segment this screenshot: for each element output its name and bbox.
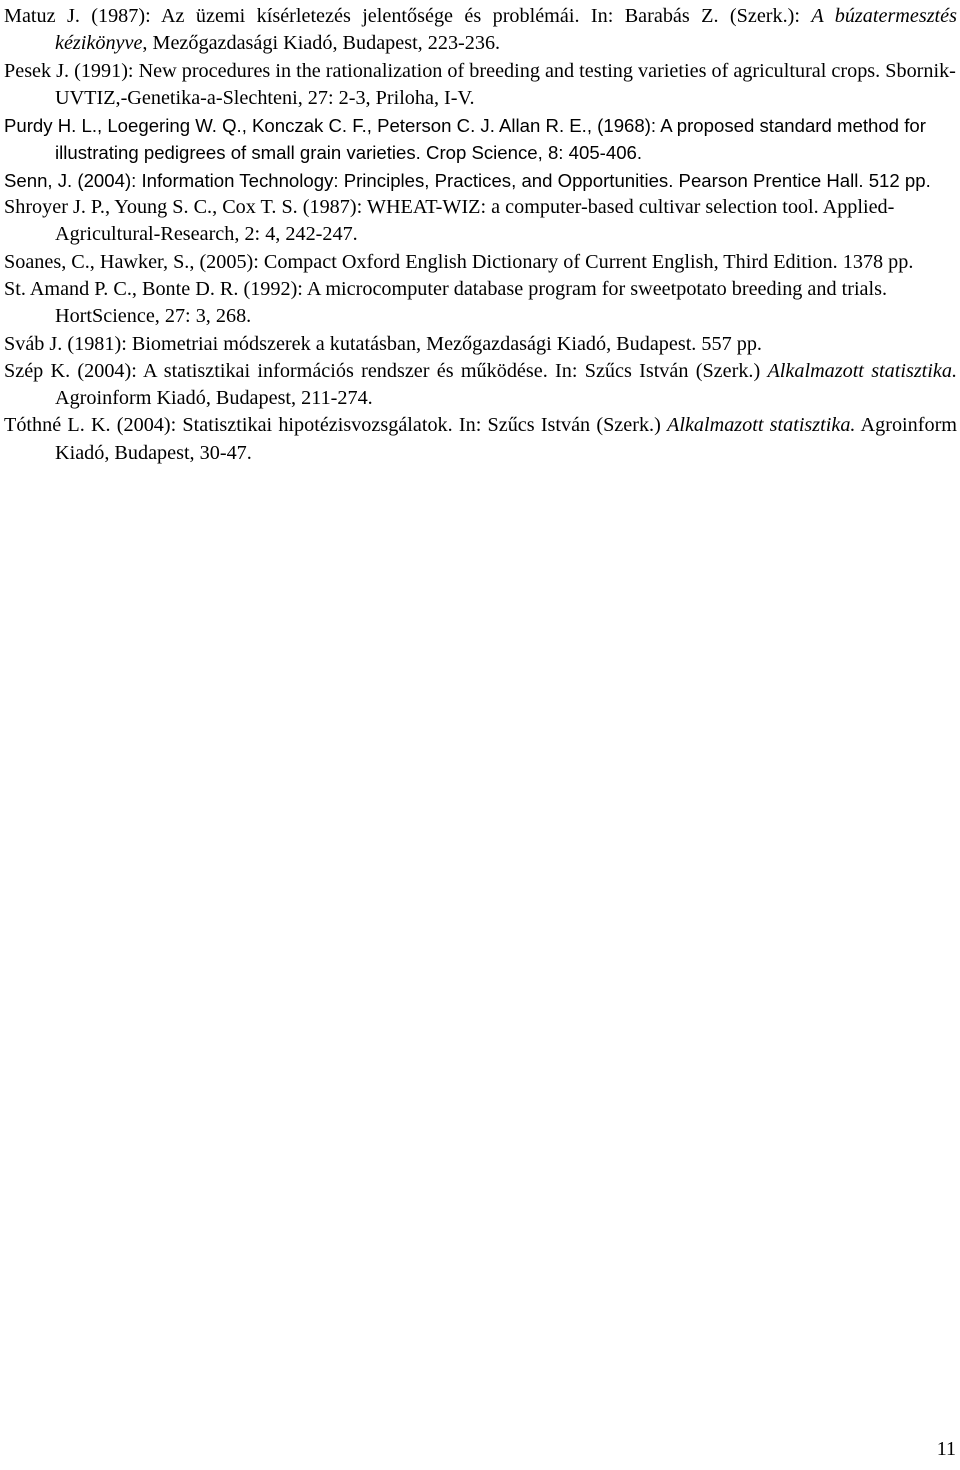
reference-tothne [4,412,957,467]
reference-matuz [4,3,957,58]
reference-text: Szép K. (2004): A statisztikai információs rendszer és működése. In: Szűcs István (Szerk.) [4,359,768,382]
reference-text: Agroinform Kiadó, Budapest, 30-47. [55,414,957,464]
reference-text: Pesek J. (1991): New procedures in the rationalization of breeding and testing varieties of agricultural crops. Sbornik-UVTIZ,-Genetika-a-Slechteni, 27: 2-3, Priloha, I-V. [4,59,956,109]
reference-text: Sváb J. (1981): Biometriai módszerek a kutatásban, Mezőgazdasági Kiadó, Budapest. 557 pp. [4,332,762,355]
reference-shroyer [4,194,957,249]
reference-list [4,3,957,467]
reference-pesek [4,58,957,113]
reference-text: Tóthné L. K. (2004): Statisztikai hipotézisvozsgálatok. In: Szűcs István (Szerk.) [4,414,668,437]
reference-text: , Mezőgazdasági Kiadó, Budapest, 223-236. [142,32,501,55]
reference-senn [4,167,957,194]
reference-text: Purdy H. L., Loegering W. Q., Konczak C. F., Peterson C. J. Allan R. E., (1968): A proposed standard method for illustrating pedigrees of small grain varieties. Crop Science, 8: 405-406. [4,115,926,164]
page-number: 11 [936,1438,956,1460]
reference-book-title: Alkalmazott statisztika. [667,414,856,437]
reference-text: St. Amand P. C., Bonte D. R. (1992): A microcomputer database program for sweetpotato breeding and trials. HortScience, 27: 3, 268. [4,277,888,328]
reference-purdy [4,112,957,167]
reference-amand [4,276,957,331]
reference-szep [4,358,957,413]
reference-text: Matuz J. (1987): Az üzemi kísérletezés jelentősége és problémái. In: Barabás Z. (Szerk.): [4,5,812,27]
reference-book-title: Alkalmazott statisztika. [767,359,957,382]
reference-text: Senn, J. (2004): Information Technology: Principles, Practices, and Opportunities. Pearson Prentice Hall. 512 pp. [4,169,931,191]
reference-text: Agroinform Kiadó, Budapest, 211-274. [55,387,373,410]
reference-svab [4,331,957,358]
reference-text: Soanes, C., Hawker, S., (2005): Compact Oxford English Dictionary of Current English, Third Edition. 1378 pp. [4,250,914,273]
reference-book-title: A búzatermesztés kézikönyve [55,5,957,55]
reference-soanes [4,249,957,276]
reference-text: Shroyer J. P., Young S. C., Cox T. S. (1987): WHEAT-WIZ: a computer-based cultivar selection tool. Applied-Agricultural-Research, 2: 4, 242-247. [4,196,895,246]
